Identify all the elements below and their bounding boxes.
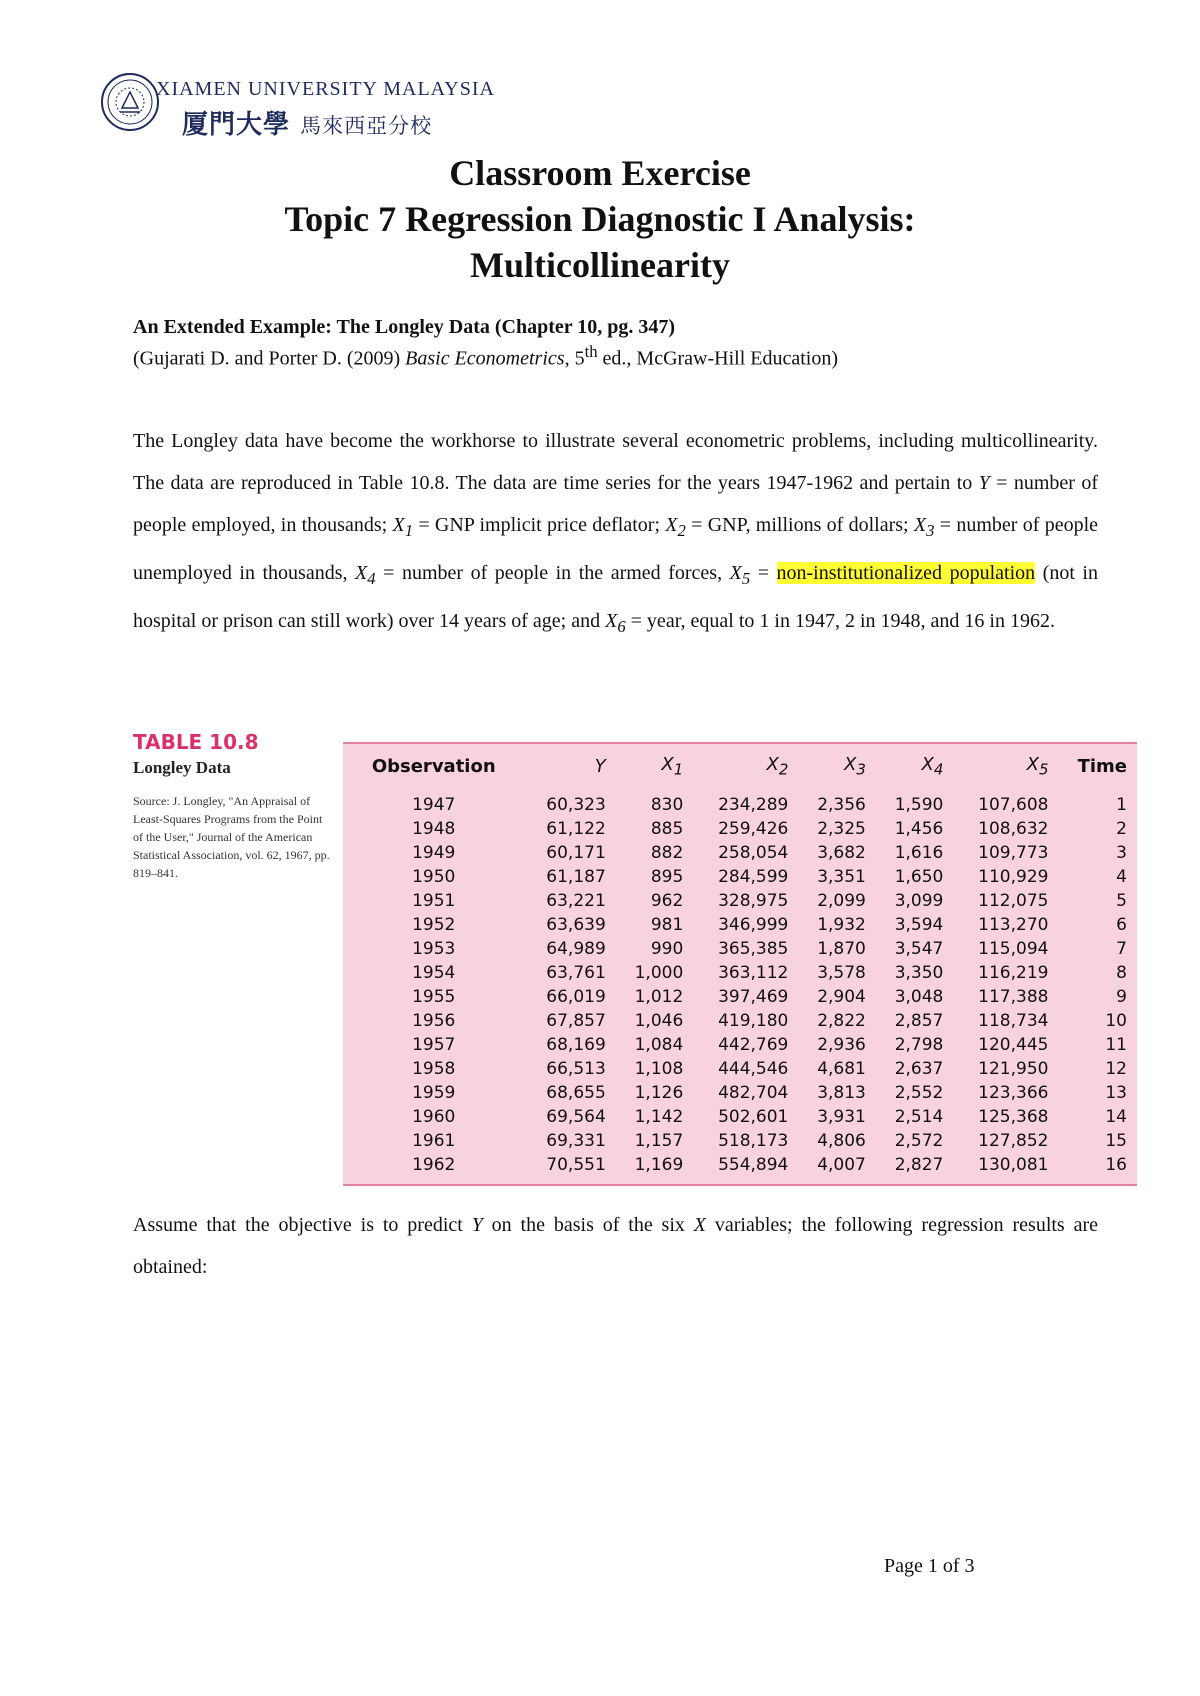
table-cell: 7: [1116, 938, 1127, 959]
table-cell: 1,108: [634, 1058, 684, 1079]
col-x3: [794, 750, 871, 793]
table-cell: 1955: [412, 986, 456, 1007]
table-row: [347, 1129, 1133, 1153]
university-seal-icon: [100, 72, 160, 132]
table-cell: 2,514: [894, 1106, 944, 1127]
col-y-label: Y: [594, 755, 606, 777]
table-name: Longley Data: [133, 758, 231, 777]
table-cell: 14: [1105, 1106, 1127, 1127]
table-cell: 3,931: [817, 1106, 866, 1127]
table-row: [347, 793, 1133, 817]
table-cell: 234,289: [718, 794, 789, 815]
table-row: [347, 1033, 1133, 1057]
table-cell: 1,142: [634, 1106, 684, 1127]
table-cell: 284,599: [718, 866, 789, 887]
p2-text: Assume that the objective is to predict: [133, 1214, 472, 1236]
col-x3-label: X: [843, 754, 857, 775]
table-cell: 2,552: [894, 1082, 944, 1103]
table-cell: 4,681: [817, 1058, 866, 1079]
university-name-cn-branch: 馬來西亞分校: [300, 114, 433, 138]
section-subtitle: An Extended Example: The Longley Data (Chapter 10, pg. 347): [133, 316, 676, 338]
table-cell: 121,950: [978, 1058, 1049, 1079]
table-cell: 63,221: [546, 890, 606, 911]
col-x5-label: X: [1026, 754, 1039, 775]
var-x: X: [605, 610, 618, 632]
table-label: TABLE 10.8: [133, 730, 259, 754]
university-name-cn: [182, 104, 432, 141]
citation-post: ed., McGraw-Hill Education): [597, 347, 839, 370]
table-cell: 123,366: [978, 1082, 1049, 1103]
table-cell: 60,323: [546, 794, 606, 815]
table-cell: 64,989: [546, 938, 606, 959]
table-cell: 112,075: [978, 890, 1049, 911]
col-x2-sub: 2: [778, 760, 789, 779]
table-cell: 482,704: [718, 1082, 789, 1103]
p1-text: = number of people in the armed forces,: [375, 562, 730, 584]
table-cell: 6: [1116, 914, 1127, 935]
table-cell: 1,157: [634, 1130, 684, 1151]
table-cell: 895: [650, 866, 684, 887]
table-cell: 2,099: [817, 890, 866, 911]
table-cell: 2,572: [894, 1130, 944, 1151]
col-x5: [949, 750, 1054, 793]
table-source: Source: J. Longley, "An Appraisal of Least-Squares Programs from the Point of the User," Journal of the American Statistical Association, vol. 62, 1967, pp. 819–841.: [133, 794, 330, 880]
table-cell: 1,590: [894, 794, 944, 815]
p2-text: variables; the following regression results are obtained:: [133, 1214, 1099, 1278]
table-cell: 2,822: [817, 1010, 866, 1031]
table-cell: 3,048: [894, 986, 944, 1007]
longley-table: [347, 750, 1133, 1177]
table-row: [347, 1153, 1133, 1177]
table-cell: 15: [1105, 1130, 1127, 1151]
table-cell: 108,632: [978, 818, 1049, 839]
regression-paragraph: [133, 1204, 1098, 1288]
citation: [133, 342, 838, 371]
table-cell: 127,852: [978, 1130, 1049, 1151]
table-cell: 3,351: [817, 866, 866, 887]
col-y: [520, 750, 611, 793]
table-cell: 3,099: [894, 890, 944, 911]
table-cell: 16: [1105, 1154, 1127, 1175]
table-cell: 125,368: [978, 1106, 1049, 1127]
var-x: X: [665, 514, 678, 536]
table-cell: 110,929: [978, 866, 1049, 887]
var-x: X: [693, 1214, 706, 1236]
table-cell: 830: [650, 794, 684, 815]
table-cell: 60,171: [546, 842, 606, 863]
table-cell: 63,639: [546, 914, 606, 935]
table-cell: 69,564: [546, 1106, 606, 1127]
highlighted-text: non-institutionalized population: [776, 562, 1036, 584]
col-x1-label: X: [661, 754, 674, 775]
table-cell: 882: [650, 842, 684, 863]
table-row: [347, 937, 1133, 961]
title-line-2: Topic 7 Regression Diagnostic I Analysis:: [284, 199, 916, 239]
table-cell: 1,046: [634, 1010, 684, 1031]
p1-text: = number of people employed, in thousands;: [133, 472, 1098, 536]
table-cell: 962: [650, 890, 684, 911]
university-logo: [100, 72, 495, 142]
table-cell: 3,578: [817, 962, 866, 983]
p1-text: = number of people unemployed in thousands,: [133, 514, 1098, 584]
var-y: Y: [471, 1214, 483, 1236]
table-cell: 1957: [412, 1034, 456, 1055]
table-cell: 1956: [412, 1010, 456, 1031]
table-cell: 1,012: [634, 986, 684, 1007]
table-cell: 554,894: [718, 1154, 789, 1175]
table-cell: 3,594: [894, 914, 944, 935]
table-cell: 11: [1105, 1034, 1127, 1055]
table-cell: 2,857: [894, 1010, 944, 1031]
university-name-en: XIAMEN UNIVERSITY MALAYSIA: [156, 78, 495, 100]
table-cell: 1954: [412, 962, 456, 983]
table-cell: 1,616: [894, 842, 944, 863]
table-cell: 66,019: [546, 986, 606, 1007]
table-cell: 2,936: [817, 1034, 866, 1055]
table-cell: 2,325: [817, 818, 866, 839]
table-cell: 61,122: [546, 818, 606, 839]
table-cell: 4,806: [817, 1130, 866, 1151]
university-name-cn-main: 厦門大學: [182, 110, 291, 140]
table-cell: 1,650: [894, 866, 944, 887]
table-cell: 1960: [412, 1106, 456, 1127]
table-cell: 4: [1116, 866, 1127, 887]
table-row: [347, 1057, 1133, 1081]
table-cell: 885: [650, 818, 684, 839]
table-cell: 8: [1116, 962, 1127, 983]
table-cell: 1949: [412, 842, 456, 863]
table-cell: 990: [650, 938, 684, 959]
table-cell: 419,180: [718, 1010, 789, 1031]
table-cell: 1,084: [634, 1034, 684, 1055]
var-sub: 6: [617, 617, 626, 636]
table-row: [347, 985, 1133, 1009]
table-row: [347, 913, 1133, 937]
table-cell: 69,331: [546, 1130, 606, 1151]
title-line-3: Multicollinearity: [470, 245, 730, 285]
table-cell: 1,000: [634, 962, 684, 983]
intro-paragraph: [133, 420, 1098, 648]
citation-sup: th: [584, 342, 598, 361]
p2-text: on the basis of the six: [482, 1214, 694, 1236]
table-cell: 2: [1116, 818, 1127, 839]
table-cell: 1962: [412, 1154, 456, 1175]
table-cell: 1959: [412, 1082, 456, 1103]
table-cell: 444,546: [718, 1058, 789, 1079]
table-row: [347, 841, 1133, 865]
citation-mid: , 5: [564, 347, 585, 370]
table-cell: 1953: [412, 938, 456, 959]
table-cell: 258,054: [718, 842, 789, 863]
table-cell: 66,513: [546, 1058, 606, 1079]
table-cell: 3,682: [817, 842, 866, 863]
table-cell: 61,187: [546, 866, 606, 887]
table-cell: 2,356: [817, 794, 866, 815]
var-sub: 3: [926, 521, 935, 540]
table-cell: 117,388: [978, 986, 1049, 1007]
table-cell: 1951: [412, 890, 456, 911]
table-cell: 1,126: [634, 1082, 684, 1103]
table-cell: 2,827: [894, 1154, 944, 1175]
var-sub: 4: [367, 569, 376, 588]
table-cell: 1,932: [817, 914, 866, 935]
table-cell: 63,761: [546, 962, 606, 983]
table-cell: 2,904: [817, 986, 866, 1007]
col-x1: [612, 750, 689, 793]
var-y: Y: [978, 472, 990, 494]
table-cell: 4,007: [817, 1154, 866, 1175]
table-cell: 13: [1105, 1082, 1127, 1103]
page-number: Page 1 of 3: [884, 1555, 975, 1577]
table-cell: 981: [650, 914, 684, 935]
longley-table-box: [343, 742, 1137, 1186]
table-cell: 68,655: [546, 1082, 606, 1103]
table-cell: 109,773: [978, 842, 1049, 863]
table-cell: 68,169: [546, 1034, 606, 1055]
table-cell: 363,112: [718, 962, 789, 983]
var-x: X: [729, 562, 742, 584]
table-cell: 259,426: [718, 818, 789, 839]
table-cell: 118,734: [978, 1010, 1049, 1031]
table-cell: 115,094: [978, 938, 1049, 959]
var-sub: 5: [741, 569, 751, 588]
table-cell: 3,813: [817, 1082, 866, 1103]
table-row: [347, 1081, 1133, 1105]
table-cell: 1,870: [817, 938, 866, 959]
table-cell: 346,999: [718, 914, 789, 935]
table-cell: 107,608: [978, 794, 1049, 815]
table-cell: 12: [1105, 1058, 1127, 1079]
var-sub: 1: [404, 521, 414, 540]
table-cell: 10: [1105, 1010, 1127, 1031]
table-cell: 120,445: [978, 1034, 1049, 1055]
table-cell: 5: [1116, 890, 1127, 911]
table-cell: 70,551: [546, 1154, 606, 1175]
citation-book: Basic Econometrics: [405, 347, 565, 370]
table-row: [347, 961, 1133, 985]
title-line-1: Classroom Exercise: [449, 153, 751, 193]
table-body: [347, 793, 1133, 1177]
table-row: [347, 817, 1133, 841]
table-cell: 328,975: [718, 890, 789, 911]
table-row: [347, 1009, 1133, 1033]
col-x4: [872, 750, 949, 793]
col-x2: [689, 750, 794, 793]
table-cell: 1: [1116, 794, 1127, 815]
table-cell: 365,385: [718, 938, 789, 959]
document-title: [0, 150, 1200, 288]
table-cell: 1958: [412, 1058, 456, 1079]
citation-pre: (Gujarati D. and Porter D. (2009): [133, 347, 406, 370]
table-cell: 1950: [412, 866, 456, 887]
col-x4-label: X: [921, 754, 934, 775]
table-cell: 1,456: [894, 818, 944, 839]
var-sub: 2: [677, 521, 686, 540]
var-x: X: [392, 514, 405, 536]
table-cell: 2,637: [894, 1058, 944, 1079]
p1-text: (not in hospital or prison can still work) over 14 years of age; and: [133, 562, 1098, 632]
var-x: X: [355, 562, 368, 584]
col-observation: Observation: [371, 755, 496, 777]
table-cell: 3,350: [894, 962, 944, 983]
table-cell: 3: [1116, 842, 1127, 863]
table-cell: 442,769: [718, 1034, 789, 1055]
table-cell: 1948: [412, 818, 456, 839]
var-x: X: [913, 514, 927, 536]
table-cell: 502,601: [718, 1106, 789, 1127]
p1-text: The Longley data have become the workhorse to illustrate several econometric problems, including multicollinearity. The data are reproduced in Table 10.8. The data are time series for the years 1947-1962 and pertain to: [133, 430, 1098, 494]
table-cell: 1947: [412, 794, 456, 815]
col-time: Time: [1077, 755, 1127, 777]
table-cell: 2,798: [894, 1034, 944, 1055]
table-cell: 1961: [412, 1130, 456, 1151]
table-header-row: [347, 750, 1133, 793]
p1-text: = year, equal to 1 in 1947, 2 in 1948, and 16 in 1962.: [625, 610, 1055, 632]
table-cell: 518,173: [718, 1130, 789, 1151]
col-x5-sub: 5: [1038, 760, 1049, 779]
col-x4-sub: 4: [933, 760, 944, 779]
table-row: [347, 865, 1133, 889]
table-cell: 1952: [412, 914, 456, 935]
table-cell: 397,469: [718, 986, 789, 1007]
table-row: [347, 1105, 1133, 1129]
p1-text: = GNP implicit price deflator;: [413, 514, 666, 536]
table-cell: 3,547: [894, 938, 944, 959]
table-cell: 116,219: [978, 962, 1049, 983]
col-x1-sub: 1: [673, 760, 684, 779]
table-cell: 130,081: [978, 1154, 1049, 1175]
col-x3-sub: 3: [856, 760, 866, 779]
p1-text: =: [750, 562, 777, 584]
table-row: [347, 889, 1133, 913]
p1-text: = GNP, millions of dollars;: [685, 514, 914, 536]
table-cell: 1,169: [634, 1154, 684, 1175]
table-cell: 67,857: [546, 1010, 606, 1031]
table-cell: 113,270: [978, 914, 1049, 935]
col-x2-label: X: [766, 754, 779, 775]
table-cell: 9: [1116, 986, 1127, 1007]
